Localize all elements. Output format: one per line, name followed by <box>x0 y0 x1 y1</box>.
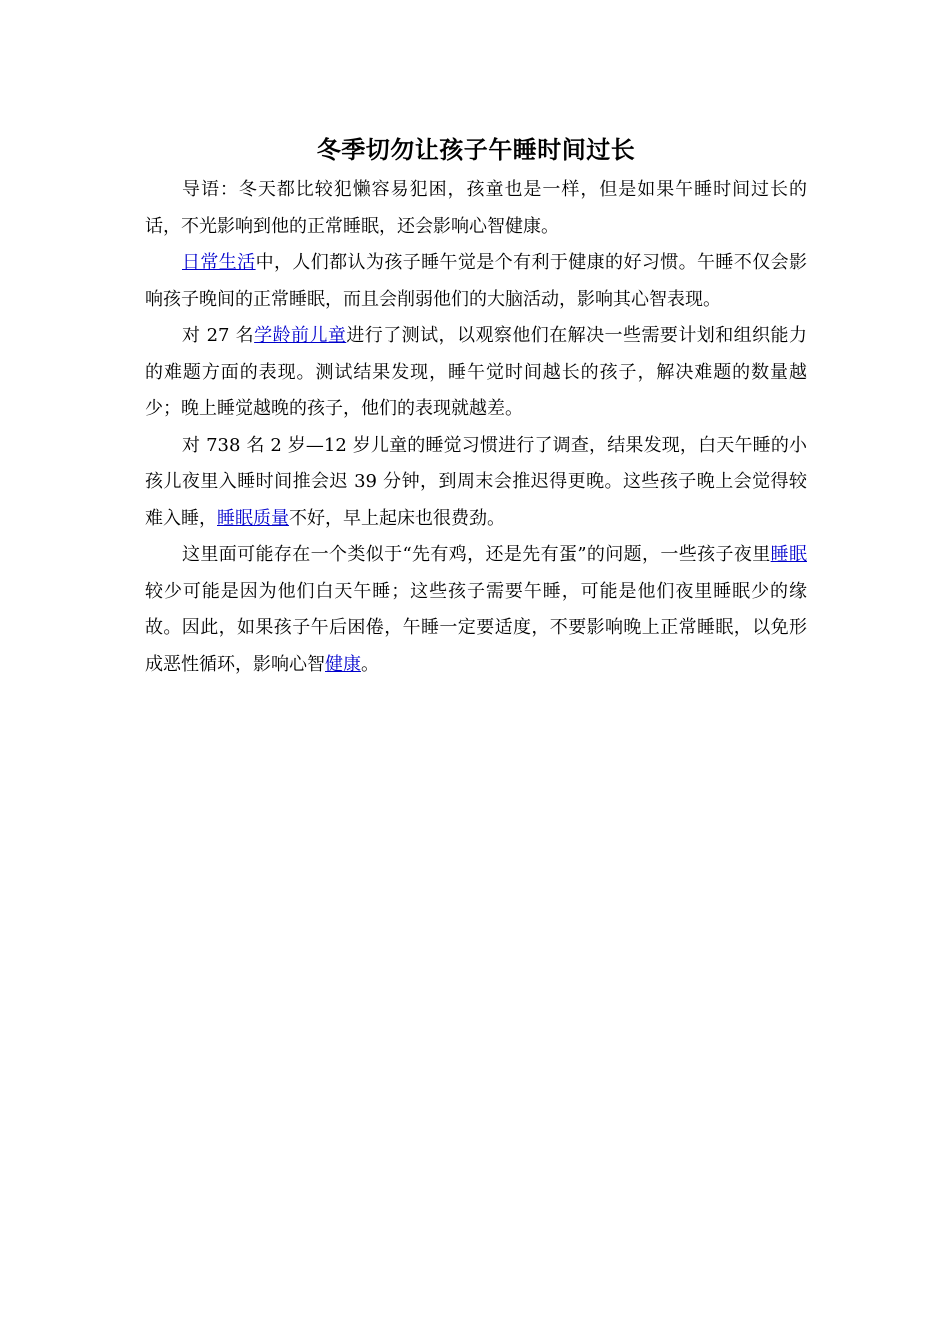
paragraph-text: 。 <box>361 653 379 675</box>
link-sleep-quality[interactable]: 睡眠质量 <box>217 507 289 529</box>
paragraph-text: 对 738 名 2 岁—12 岁儿童的睡觉习惯进行了调查，结果发现，白天午睡的小孩儿夜里入睡时间推会迟 39 分钟，到周末会推迟得更晚。这些孩子晚上会觉得较难入睡， <box>145 434 807 529</box>
link-health[interactable]: 健康 <box>325 653 361 675</box>
document-page <box>145 128 807 683</box>
intro-text: 导语：冬天都比较犯懒容易犯困，孩童也是一样，但是如果午睡时间过长的话，不光影响到他的正常睡眠，还会影响心智健康。 <box>145 179 807 237</box>
paragraph-text: 中，人们都认为孩子睡午觉是个有利于健康的好习惯。午睡不仅会影响孩子晚间的正常睡眠，而且会削弱他们的大脑活动，影响其心智表现。 <box>145 252 807 310</box>
paragraph-text: 这里面可能存在一个类似于“先有鸡，还是先有蛋”的问题，一些孩子夜里 <box>182 544 771 565</box>
intro-paragraph <box>145 172 807 245</box>
paragraph-text: 对 27 名 <box>182 325 255 346</box>
paragraph-text: 进行了测试，以观察他们在解决一些需要计划和组织能力的难题方面的表现。测试结果发现，睡午觉时间越长的孩子，解决难题的数量越少；晚上睡觉越晚的孩子，他们的表现就越差。 <box>145 325 807 419</box>
document-title: 冬季切勿让孩子午睡时间过长 <box>316 136 636 164</box>
paragraph-preschool-test <box>145 318 807 428</box>
paragraph-text: 不好，早上起床也很费劲。 <box>289 507 505 529</box>
link-preschool-children[interactable]: 学龄前儿童 <box>254 325 347 346</box>
link-sleep[interactable]: 睡眠 <box>770 544 807 565</box>
paragraph-sleep-survey <box>145 428 807 538</box>
paragraph-daily-life <box>145 245 807 318</box>
paragraph-text: 较少可能是因为他们白天午睡；这些孩子需要午睡，可能是他们夜里睡眠少的缘故。因此，如果孩子午后困倦，午睡一定要适度，不要影响晚上正常睡眠，以免形成恶性循环，影响心智 <box>145 580 807 675</box>
paragraph-chicken-egg <box>145 537 807 683</box>
link-daily-life[interactable]: 日常生活 <box>182 252 256 273</box>
